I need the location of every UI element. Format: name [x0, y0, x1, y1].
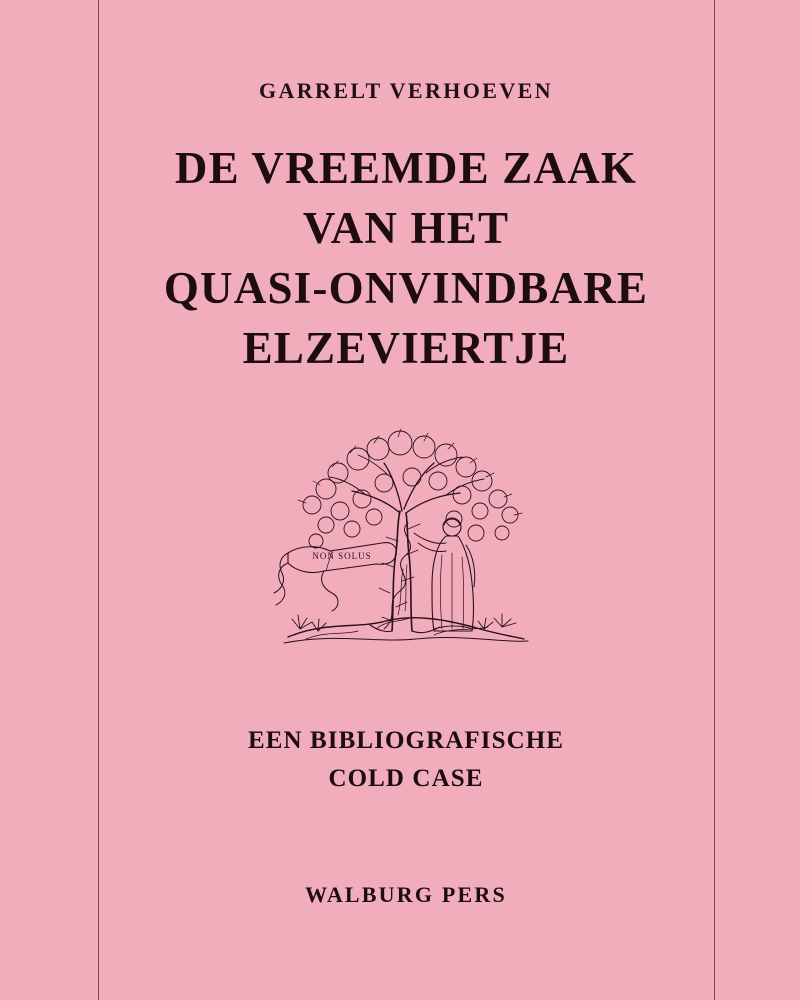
book-subtitle — [98, 722, 714, 798]
subtitle-line-2: COLD CASE — [328, 765, 484, 792]
title-line-2: VAN HET — [302, 203, 510, 253]
author-name: GARRELT VERHOEVEN — [258, 78, 554, 103]
title-line-3: QUASI-ONVINDBARE — [163, 263, 649, 313]
elzevier-printers-mark-icon — [98, 415, 714, 665]
publisher-name: WALBURG PERS — [305, 882, 507, 907]
svg-text:NON SOLUS: NON SOLUS — [312, 551, 372, 561]
subtitle-line-1: EEN BIBLIOGRAFISCHE — [247, 727, 565, 754]
title-line-4: ELZEVIERTJE — [242, 323, 570, 373]
right-border-rule — [714, 0, 715, 1000]
cover-content — [98, 0, 714, 1000]
title-line-1: DE VREEMDE ZAAK — [174, 143, 638, 193]
book-title — [98, 138, 714, 378]
